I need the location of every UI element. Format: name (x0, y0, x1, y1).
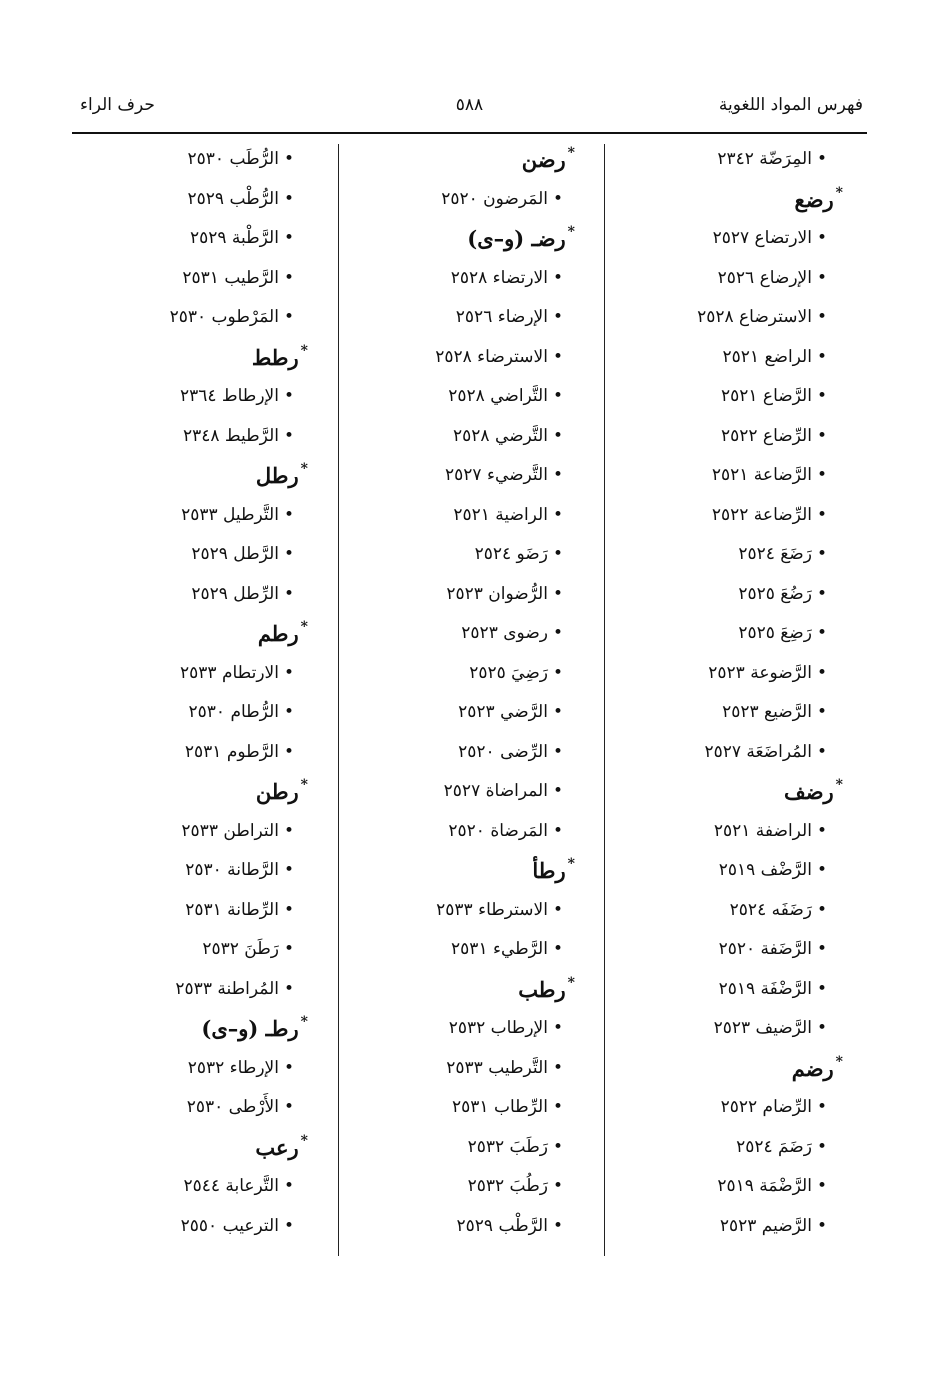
asterisk-icon: * (300, 1014, 308, 1030)
entry-label: رَضَفَه ٢٥٢٤ (729, 899, 812, 920)
index-entry (72, 496, 322, 536)
entry-label: التَّرضي ٢٥٢٨ (453, 425, 548, 446)
entry-label: الأَرْطى ٢٥٣٠ (186, 1097, 279, 1117)
entry-label: الرَّضيم ٢٥٢٣ (719, 1215, 812, 1236)
index-entry (72, 970, 322, 1010)
entry-label: الرَّضْمَة ٢٥١٩ (717, 1176, 812, 1196)
index-entry (337, 733, 587, 773)
bullet-icon: • (816, 544, 827, 564)
asterisk-icon: * (300, 342, 308, 359)
bullet-icon: • (552, 1176, 563, 1196)
entry-label: الراضية ٢٥٢١ (453, 504, 548, 525)
bullet-icon: • (552, 346, 563, 367)
index-entry (72, 219, 322, 259)
root-label: رضع (794, 186, 834, 212)
index-entry (72, 851, 322, 891)
index-entry (603, 1167, 853, 1207)
entry-label: الرَّطانة ٢٥٣٠ (185, 860, 279, 880)
root-label: رطل (255, 463, 299, 488)
bullet-icon: • (283, 702, 294, 722)
index-entry (72, 693, 322, 733)
index-entry (72, 417, 322, 457)
index-entry (603, 891, 853, 931)
entry-label: الرِّطل ٢٥٢٩ (191, 583, 279, 604)
entry-label: الرَّضوعة ٢٥٢٣ (708, 662, 812, 683)
bullet-icon: • (283, 267, 294, 288)
entry-label: الرُّطْب ٢٥٢٩ (187, 188, 279, 209)
index-entry (337, 259, 587, 299)
entry-label: رَطَبَ ٢٥٣٢ (467, 1136, 548, 1157)
entry-label: رضوى ٢٥٢٣ (461, 623, 548, 643)
entry-label: الإرضاء ٢٥٢٦ (455, 307, 548, 327)
index-entry (603, 140, 853, 180)
index-entry (72, 891, 322, 931)
bullet-icon: • (552, 1057, 563, 1078)
entry-label: الرِّضى ٢٥٢٠ (458, 741, 548, 762)
index-entry (72, 812, 322, 852)
index-entry (337, 891, 587, 931)
index-entry (72, 298, 322, 338)
bullet-icon: • (283, 860, 294, 880)
entry-label: المَرضاة ٢٥٢٠ (448, 820, 548, 841)
index-entry (72, 259, 322, 299)
asterisk-icon: * (300, 461, 308, 477)
entry-label: الارتضاع ٢٥٢٧ (712, 228, 812, 248)
index-entry (72, 1167, 322, 1207)
index-entry (72, 654, 322, 694)
entry-label: رَطُبَ ٢٥٣٢ (467, 1176, 548, 1196)
asterisk-icon: * (567, 974, 575, 991)
page-number: ٥٨٨ (455, 95, 484, 115)
bullet-icon: • (552, 307, 563, 327)
root-label: رطـ (و–ى) (201, 1016, 299, 1041)
asterisk-icon: * (835, 184, 843, 201)
index-entry (337, 496, 587, 536)
root-heading (337, 140, 587, 180)
entry-label: الرَّضْفَة ٢٥١٩ (718, 978, 812, 999)
index-entry (72, 575, 322, 615)
bullet-icon: • (816, 978, 827, 999)
index-entry (72, 733, 322, 773)
index-entry (337, 1128, 587, 1168)
root-label: رعب (255, 1134, 299, 1160)
index-entry (337, 693, 587, 733)
entry-label: الرِّضاعة ٢٥٢٢ (711, 504, 812, 525)
bullet-icon: • (283, 1215, 294, 1236)
index-entry (337, 1049, 587, 1089)
asterisk-icon: * (567, 145, 575, 161)
bullet-icon: • (552, 1018, 563, 1038)
bullet-icon: • (283, 1097, 294, 1117)
index-entry (603, 851, 853, 891)
entry-label: رَضِيَ ٢٥٢٥ (469, 662, 548, 683)
entry-label: الارتضاء ٢٥٢٨ (450, 267, 548, 288)
bullet-icon: • (283, 307, 294, 327)
root-label: رطن (255, 779, 299, 804)
index-entry (337, 772, 587, 812)
bullet-icon: • (816, 504, 827, 525)
bullet-icon: • (552, 820, 563, 841)
root-label: رطط (251, 344, 299, 370)
index-entry (337, 614, 587, 654)
entry-label: الرُّطَب ٢٥٣٠ (187, 149, 279, 169)
index-entry (603, 417, 853, 457)
entry-label: التَّراضي ٢٥٢٨ (448, 386, 548, 406)
index-entry (337, 575, 587, 615)
index-entry (603, 456, 853, 496)
entry-label: الرُّضوان ٢٥٢٣ (446, 583, 548, 604)
index-entry (603, 1207, 853, 1247)
bullet-icon: • (283, 939, 294, 959)
index-entry (337, 298, 587, 338)
index-entry (337, 654, 587, 694)
bullet-icon: • (816, 346, 827, 367)
entry-label: الرَّضي ٢٥٢٣ (458, 702, 548, 722)
index-entry (72, 1207, 322, 1247)
bullet-icon: • (816, 307, 827, 327)
bullet-icon: • (552, 1215, 563, 1236)
entry-label: الاسترضاع ٢٥٢٨ (697, 307, 812, 327)
index-entry (603, 535, 853, 575)
root-heading (72, 456, 322, 496)
entry-label: الإرطاب ٢٥٣٢ (448, 1018, 548, 1038)
index-entry (603, 1009, 853, 1049)
bullet-icon: • (552, 899, 563, 920)
entry-label: الرُّطام ٢٥٣٠ (188, 702, 279, 722)
entry-label: الرِّطانة ٢٥٣١ (185, 899, 279, 920)
bullet-icon: • (283, 228, 294, 248)
bullet-icon: • (552, 544, 563, 564)
bullet-icon: • (552, 386, 563, 406)
entry-label: الارتطام ٢٥٣٣ (180, 662, 279, 683)
entry-label: رَضَمَ ٢٥٢٤ (736, 1136, 812, 1157)
bullet-icon: • (816, 583, 827, 604)
index-entry (603, 930, 853, 970)
index-entry (337, 812, 587, 852)
bullet-icon: • (816, 939, 827, 959)
root-label: رطب (518, 976, 566, 1002)
entry-label: المَرضون ٢٥٢٠ (441, 188, 548, 209)
entry-label: التَّرطيل ٢٥٣٣ (181, 504, 279, 525)
root-label: رطم (257, 621, 299, 646)
index-column-left (72, 140, 322, 1246)
bullet-icon: • (552, 1097, 563, 1117)
entry-label: التراطن ٢٥٣٣ (181, 820, 279, 841)
bullet-icon: • (816, 860, 827, 880)
index-entry (337, 377, 587, 417)
bullet-icon: • (816, 149, 827, 169)
index-entry (603, 377, 853, 417)
asterisk-icon: * (835, 1053, 843, 1070)
entry-label: الرَّضيف ٢٥٢٣ (713, 1018, 812, 1038)
bullet-icon: • (816, 267, 827, 288)
index-entry (603, 575, 853, 615)
entry-label: الرَّضاعة ٢٥٢١ (711, 465, 812, 485)
index-entry (337, 535, 587, 575)
bullet-icon: • (816, 1136, 827, 1157)
root-label: رطأ (532, 858, 566, 883)
root-heading (72, 772, 322, 812)
index-entry (337, 338, 587, 378)
bullet-icon: • (816, 702, 827, 722)
bullet-icon: • (283, 188, 294, 209)
bullet-icon: • (816, 465, 827, 485)
bullet-icon: • (816, 228, 827, 248)
asterisk-icon: * (567, 224, 575, 240)
bullet-icon: • (552, 425, 563, 446)
entry-label: الرَّطيط ٢٣٤٨ (182, 425, 279, 446)
index-entry (337, 1167, 587, 1207)
bullet-icon: • (283, 504, 294, 525)
index-entry (337, 456, 587, 496)
asterisk-icon: * (835, 777, 843, 793)
index-entry (337, 930, 587, 970)
index-entry (72, 535, 322, 575)
index-entry (72, 377, 322, 417)
bullet-icon: • (552, 188, 563, 209)
entry-label: الرَّضاع ٢٥٢١ (720, 386, 812, 406)
index-column-right (603, 140, 853, 1246)
index-entry (603, 733, 853, 773)
root-heading (603, 1049, 853, 1089)
bullet-icon: • (552, 465, 563, 485)
entry-label: الرَّطل ٢٥٢٩ (191, 544, 279, 564)
index-entry (603, 812, 853, 852)
bullet-icon: • (552, 702, 563, 722)
entry-label: الراضفة ٢٥٢١ (713, 820, 812, 841)
index-entry (603, 654, 853, 694)
entry-label: الرِّطاب ٢٥٣١ (452, 1097, 548, 1117)
bullet-icon: • (283, 978, 294, 999)
root-label: رضن (521, 147, 566, 172)
bullet-icon: • (283, 1176, 294, 1196)
index-entry (337, 180, 587, 220)
bullet-icon: • (816, 1018, 827, 1038)
entry-label: الرَّضْف ٢٥١٩ (718, 860, 812, 880)
bullet-icon: • (552, 583, 563, 604)
bullet-icon: • (283, 741, 294, 762)
entry-label: رَضَو ٢٥٢٤ (474, 544, 548, 564)
index-entry (337, 1088, 587, 1128)
entry-label: الإرضاع ٢٥٢٦ (717, 267, 812, 288)
entry-label: التَّرضيء ٢٥٢٧ (445, 465, 548, 485)
root-heading (337, 970, 587, 1010)
root-heading (72, 614, 322, 654)
bullet-icon: • (816, 386, 827, 406)
bullet-icon: • (552, 939, 563, 959)
index-entry (72, 1088, 322, 1128)
letter-section-title: حرف الراء (80, 95, 155, 115)
entry-label: الاسترضاء ٢٥٢٨ (435, 346, 548, 367)
root-label: رضف (783, 779, 834, 804)
entry-label: الراضع ٢٥٢١ (722, 346, 812, 367)
entry-label: الاسترطاء ٢٥٣٣ (436, 899, 548, 920)
bullet-icon: • (283, 425, 294, 446)
index-entry (72, 930, 322, 970)
root-heading (603, 772, 853, 812)
entry-label: الرَّطْب ٢٥٢٩ (456, 1215, 548, 1236)
bullet-icon: • (816, 623, 827, 643)
root-heading (337, 219, 587, 259)
entry-label: الرِّضاع ٢٥٢٢ (720, 425, 812, 446)
entry-label: رَضَعَ ٢٥٢٤ (738, 544, 812, 564)
index-entry (603, 1088, 853, 1128)
root-heading (72, 1128, 322, 1168)
bullet-icon: • (283, 544, 294, 564)
entry-label: الإرطاط ٢٣٦٤ (179, 386, 279, 406)
bullet-icon: • (552, 662, 563, 683)
bullet-icon: • (283, 820, 294, 841)
asterisk-icon: * (300, 1132, 308, 1149)
index-title: فهرس المواد اللغوية (718, 95, 863, 115)
entry-label: التَّرطيب ٢٥٣٣ (446, 1057, 548, 1078)
index-entry (603, 298, 853, 338)
bullet-icon: • (552, 623, 563, 643)
bullet-icon: • (283, 1057, 294, 1078)
entry-label: الرَّطوم ٢٥٣١ (184, 741, 279, 762)
index-entry (337, 1207, 587, 1247)
entry-label: المُراطنة ٢٥٣٣ (175, 978, 279, 999)
entry-label: المِرَضّة ٢٣٤٢ (717, 149, 812, 169)
bullet-icon: • (552, 781, 563, 801)
page-header (72, 92, 867, 122)
entry-label: الرِّضام ٢٥٢٢ (720, 1097, 812, 1117)
index-entry (603, 496, 853, 536)
bullet-icon: • (816, 425, 827, 446)
index-entry (603, 614, 853, 654)
index-entry (603, 338, 853, 378)
asterisk-icon: * (567, 856, 575, 872)
root-label: رضـ (و–ى) (467, 226, 566, 251)
root-heading (72, 338, 322, 378)
bullet-icon: • (552, 741, 563, 762)
bullet-icon: • (816, 1215, 827, 1236)
index-entry (72, 140, 322, 180)
entry-label: الرَّطيب ٢٥٣١ (182, 267, 279, 288)
header-rule (72, 132, 867, 134)
entry-label: الإرطاء ٢٥٣٢ (187, 1057, 279, 1078)
asterisk-icon: * (300, 619, 308, 635)
entry-label: رَطَنَ ٢٥٣٢ (202, 939, 279, 959)
bullet-icon: • (816, 820, 827, 841)
entry-label: المَرْطوب ٢٥٣٠ (169, 307, 279, 327)
index-entry (603, 1128, 853, 1168)
root-heading (337, 851, 587, 891)
entry-label: التَّرعابة ٢٥٤٤ (183, 1176, 279, 1196)
bullet-icon: • (552, 504, 563, 525)
bullet-icon: • (283, 662, 294, 683)
bullet-icon: • (283, 149, 294, 169)
entry-label: الترعيب ٢٥٥٠ (180, 1215, 279, 1236)
bullet-icon: • (816, 1097, 827, 1117)
bullet-icon: • (283, 386, 294, 406)
bullet-icon: • (552, 267, 563, 288)
entry-label: رَضُعَ ٢٥٢٥ (738, 583, 812, 604)
entry-label: الرَّضيع ٢٥٢٣ (722, 702, 812, 722)
bullet-icon: • (552, 1136, 563, 1157)
bullet-icon: • (283, 583, 294, 604)
bullet-icon: • (816, 1176, 827, 1196)
index-entry (337, 417, 587, 457)
root-heading (72, 1009, 322, 1049)
entry-label: الرَّطيء ٢٥٣١ (451, 939, 548, 959)
asterisk-icon: * (300, 777, 308, 793)
entry-label: المُراضَعَة ٢٥٢٧ (704, 741, 812, 762)
entry-label: رَضِعَ ٢٥٢٥ (738, 623, 812, 643)
bullet-icon: • (816, 662, 827, 683)
root-heading (603, 180, 853, 220)
index-column-middle (337, 140, 587, 1246)
index-entry (603, 693, 853, 733)
index-entry (72, 180, 322, 220)
index-entry (337, 1009, 587, 1049)
bullet-icon: • (816, 741, 827, 762)
entry-label: الرَّطْبة ٢٥٢٩ (189, 228, 279, 248)
root-label: رضم (791, 1055, 834, 1081)
index-entry (603, 970, 853, 1010)
index-entry (603, 219, 853, 259)
index-entry (603, 259, 853, 299)
index-entry (72, 1049, 322, 1089)
entry-label: المراضاة ٢٥٢٧ (443, 781, 548, 801)
bullet-icon: • (283, 899, 294, 920)
bullet-icon: • (816, 899, 827, 920)
entry-label: الرَّضَفة ٢٥٢٠ (718, 939, 812, 959)
